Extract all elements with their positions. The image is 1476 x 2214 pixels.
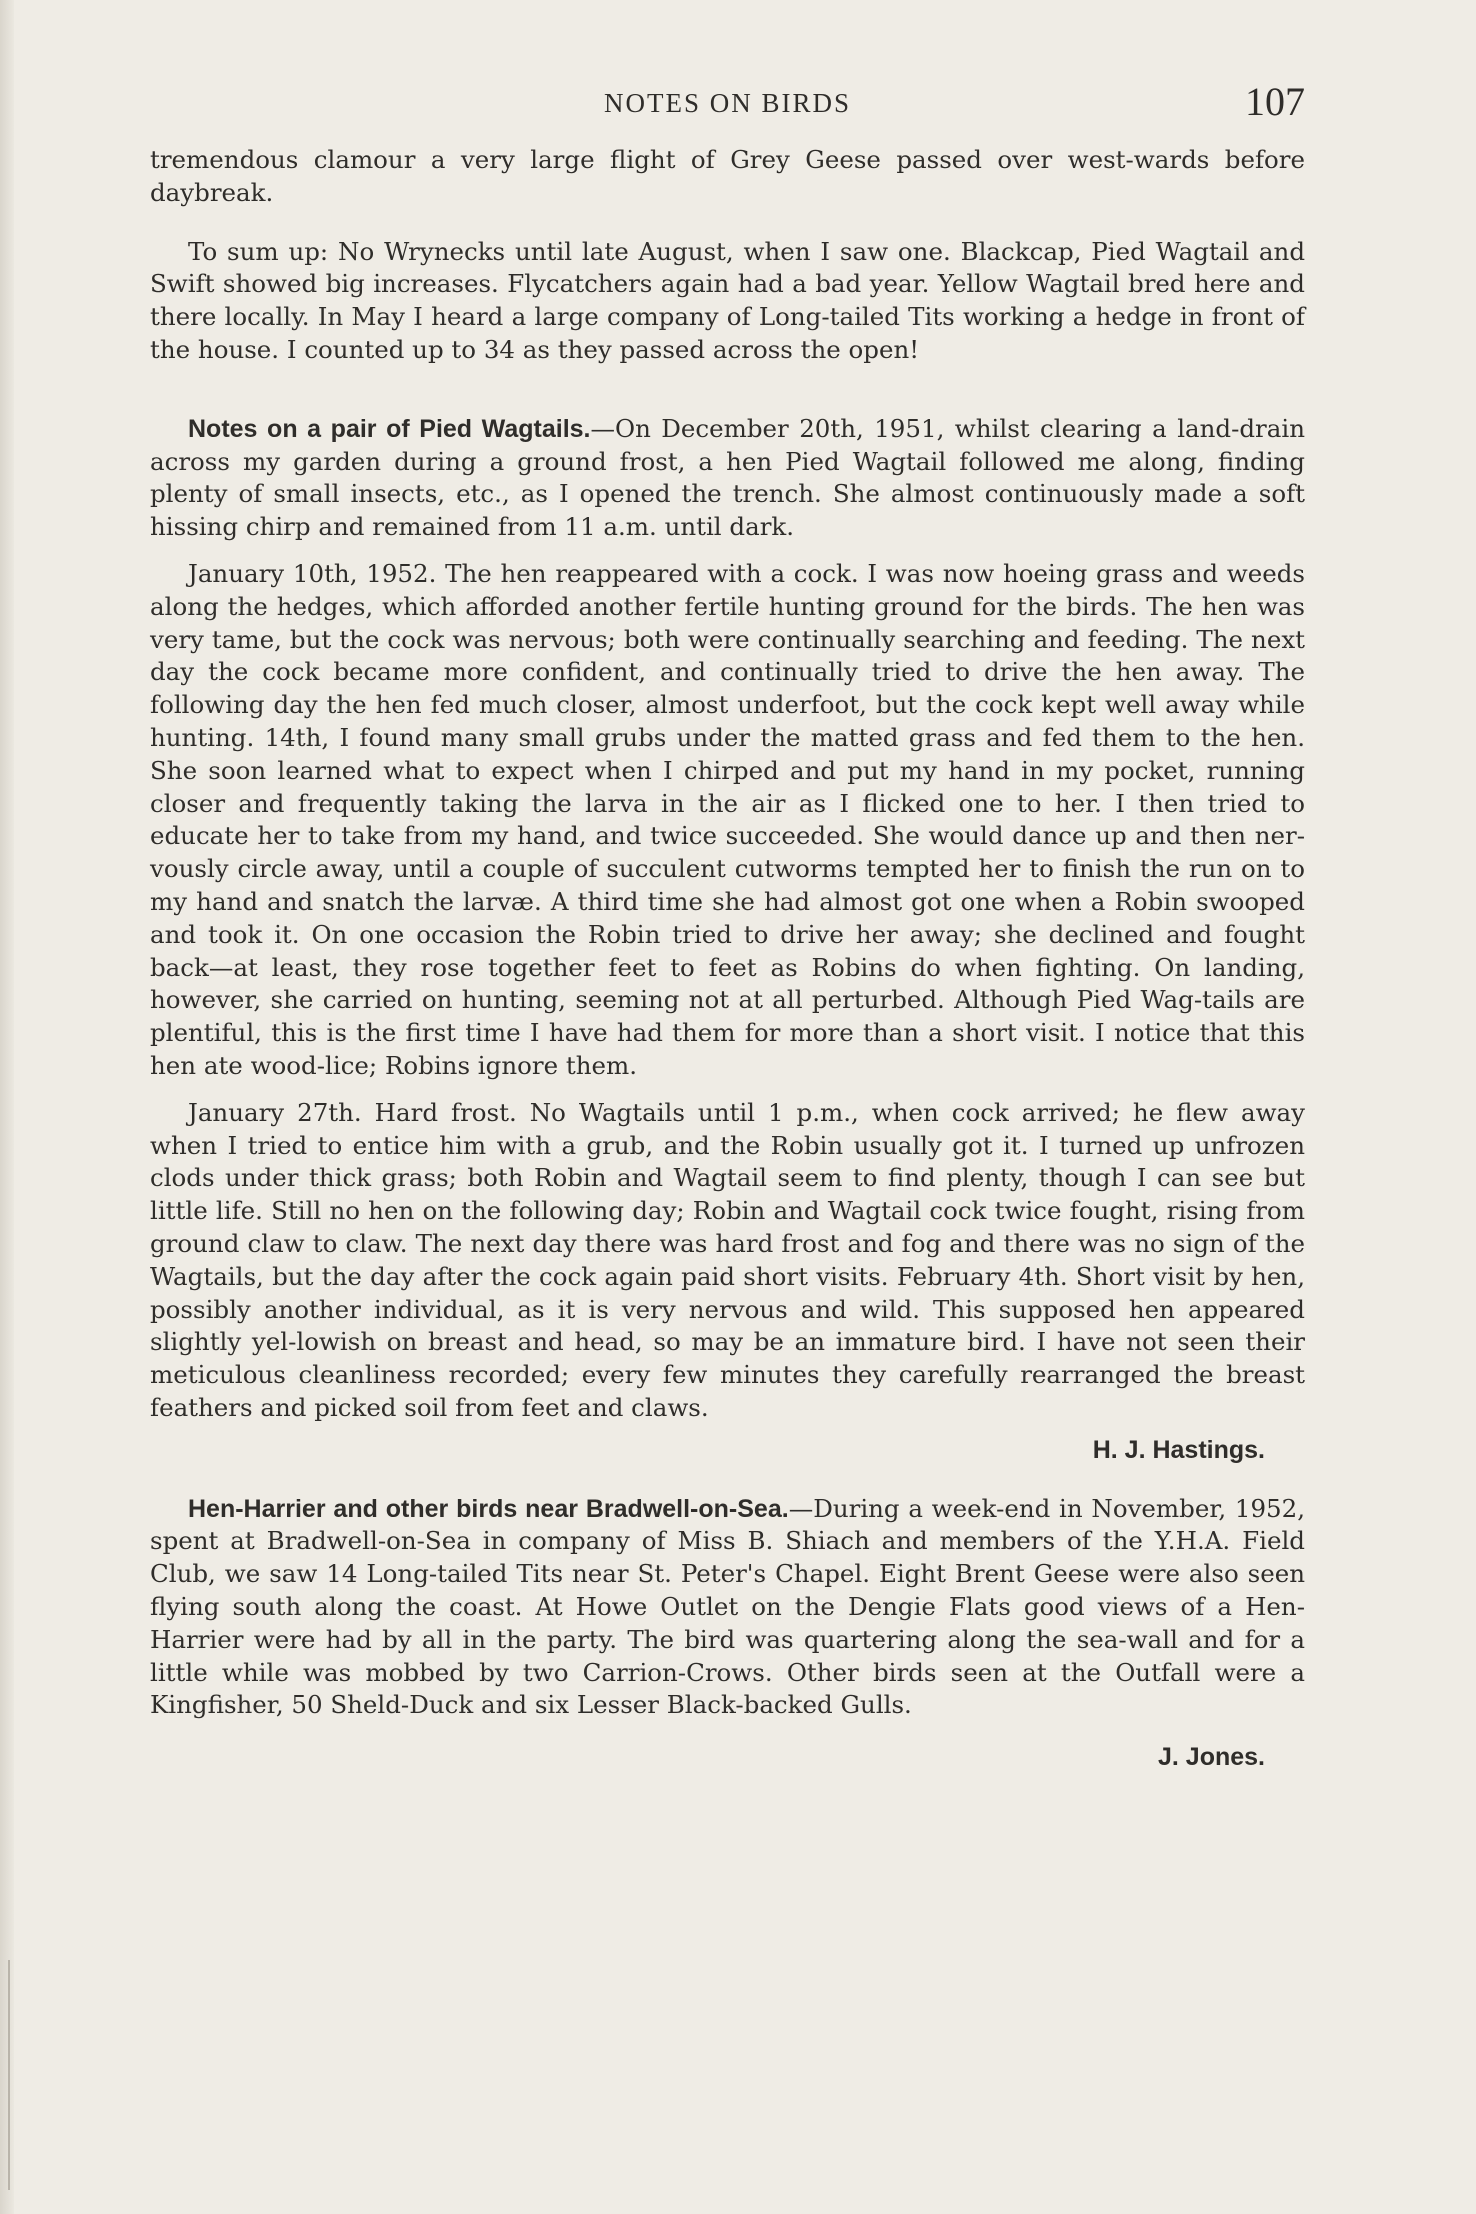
article-hen-harrier (150, 1493, 1305, 1775)
article-heading: Hen-Harrier and other birds near Bradwell-on-Sea. (188, 1494, 789, 1523)
article-text: —During a week-end in November, 1952, spent at Bradwell-on-Sea in company of Miss B. Shiach and members of the Y.H.A. Field Club, we saw 14 Long-tailed Tits near St. Peter's Chapel. Eight Brent Geese were also seen flying south along the coast. At Howe Outlet on the Dengie Flats good views of a Hen-Harrier were had by all in the party. The bird was quartering along the sea-wall and for a little while was mobbed by two Carrion-Crows. Other birds seen at the Outfall were a Kingfisher, 50 Sheld-Duck and six Lesser Black-backed Gulls. (150, 1493, 1305, 1720)
paragraph-summary: To sum up: No Wrynecks until late August, when I saw one. Blackcap, Pied Wagtail and Swift showed big increases. Flycatchers again had a bad year. Yellow Wagtail bred here and there locally. In May I heard a large company of Long-tailed Tits working a hedge in front of the house. I counted up to 34 as they passed across the open! (150, 236, 1305, 364)
page-edge-line (8, 1960, 10, 2190)
text-column (150, 80, 1305, 1774)
author-signature: J. Jones. (1158, 1743, 1265, 1772)
article-text: —On December 20th, 1951, whilst clearing a land-drain across my garden during a ground frost, a hen Pied Wagtail followed me along, finding plenty of small insects, etc., as I opened the trench. She almost continuously made a soft hissing chirp and remained from 11 a.m. until dark. (150, 413, 1305, 542)
page-number: 107 (1245, 79, 1305, 124)
page-binding-edge (0, 0, 14, 2214)
author-signature: H. J. Hastings. (1092, 1435, 1265, 1464)
page-header (150, 80, 1305, 130)
article-heading: Notes on a pair of Pied Wagtails. (188, 414, 591, 443)
paragraph-opening: tremendous clamour a very large flight of Grey Geese passed over west-wards before daybreak. (150, 145, 1305, 207)
article-paragraph: January 10th, 1952. The hen reappeared with a cock. I was now hoeing grass and weeds along the hedges, which afforded another fertile hunting ground for the birds. The hen was very tame, but the cock was nervous; both were continually searching and feeding. The next day the cock became more confident, and continually tried to drive the hen away. The following day the hen fed much closer, almost underfoot, but the cock kept well away while hunting. 14th, I found many small grubs under the matted grass and fed them to the hen. She soon learned what to expect when I chirped and put my hand in my pocket, running closer and frequently taking the larva in the air as I flicked one to her. I then tried to educate her to take from my hand, and twice succeeded. She would dance up and then ner-vously circle away, until a couple of succulent cutworms tempted her to finish the run on to my hand and snatch the larvæ. A third time she had almost got one when a Robin swooped and took it. On one occasion the Robin tried to drive her away; she declined and fought back—at least, they rose together feet to feet as Robins do when fighting. On landing, however, she carried on hunting, seeming not at all perturbed. Although Pied Wag-tails are plentiful, this is the first time I have had them for more than a short visit. I notice that this hen ate wood-lice; Robins ignore them. (150, 558, 1305, 1080)
running-head: NOTES ON BIRDS (603, 88, 852, 118)
article-paragraph (150, 413, 1305, 544)
article-paragraph (150, 1493, 1305, 1723)
article-paragraph: January 27th. Hard frost. No Wagtails until 1 p.m., when cock arrived; he flew away when I tried to entice him with a grub, and the Robin usually got it. I turned up unfrozen clods under thick grass; both Robin and Wagtail seem to find plenty, though I can see but little life. Still no hen on the following day; Robin and Wagtail cock twice fought, rising from ground claw to claw. The next day there was hard frost and fog and there was no sign of the Wagtails, but the day after the cock again paid short visits. February 4th. Short visit by hen, possibly another individual, as it is very nervous and wild. This supposed hen appeared slightly yel-lowish on breast and head, so may be an immature bird. I have not seen their meticulous cleanliness recorded; every few minutes they carefully rearranged the breast feathers and picked soil from feet and claws. (150, 1097, 1305, 1422)
article-pied-wagtails (150, 413, 1305, 1467)
